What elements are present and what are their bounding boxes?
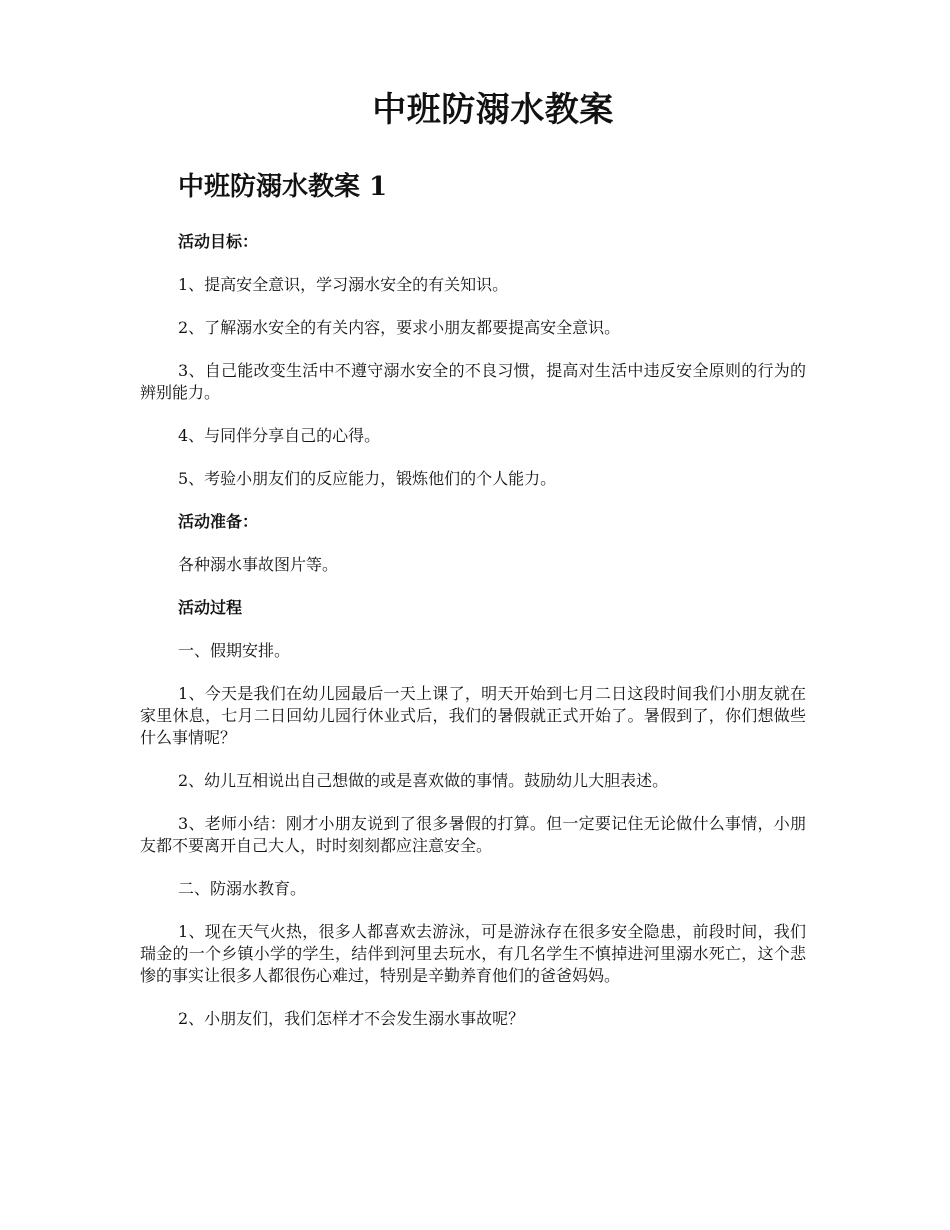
paragraph: 1、今天是我们在幼儿园最后一天上课了，明天开始到七月二日这段时间我们小朋友就在家里休息，七月二日回幼儿园行休业式后，我们的暑假就正式开始了。暑假到了，你们想做些什么事情呢？ (140, 684, 806, 747)
paragraph: 2、小朋友们，我们怎样才不会发生溺水事故呢？ (178, 1009, 525, 1028)
paragraph: 一、假期安排。 (178, 641, 291, 660)
paragraph: 活动过程 (178, 598, 243, 617)
paragraph: 2、了解溺水安全的有关内容，要求小朋友都要提高安全意识。 (178, 318, 621, 337)
paragraph: 2、幼儿互相说出自己想做的或是喜欢做的事情。鼓励幼儿大胆表述。 (178, 771, 669, 790)
section-title: 中班防溺水教案 1 (178, 172, 388, 202)
paragraph: 活动准备： (178, 512, 259, 531)
paragraph: 4、与同伴分享自己的心得。 (178, 426, 381, 445)
document-body (140, 231, 806, 1051)
document-title: 中班防溺水教案 (372, 90, 614, 130)
paragraph: 5、考验小朋友们的反应能力，锻炼他们的个人能力。 (178, 469, 557, 488)
paragraph: 各种溺水事故图片等。 (178, 555, 339, 574)
paragraph: 1、提高安全意识，学习溺水安全的有关知识。 (178, 275, 509, 294)
paragraph: 活动目标： (178, 232, 259, 251)
paragraph: 3、自己能改变生活中不遵守溺水安全的不良习惯，提高对生活中违反安全原则的行为的辨别能力。 (140, 361, 806, 402)
paragraph: 二、防溺水教育。 (178, 879, 307, 898)
paragraph: 1、现在天气火热，很多人都喜欢去游泳，可是游泳存在很多安全隐患，前段时间，我们瑞金的一个乡镇小学的学生，结伴到河里去玩水，有几名学生不慎掉进河里溺水死亡，这个悲惨的事实让很多人都很伤心难过，特别是辛勤养育他们的爸爸妈妈。 (140, 922, 806, 985)
paragraph: 3、老师小结：刚才小朋友说到了很多暑假的打算。但一定要记住无论做什么事情，小朋友都不要离开自己大人，时时刻刻都应注意安全。 (140, 814, 806, 855)
